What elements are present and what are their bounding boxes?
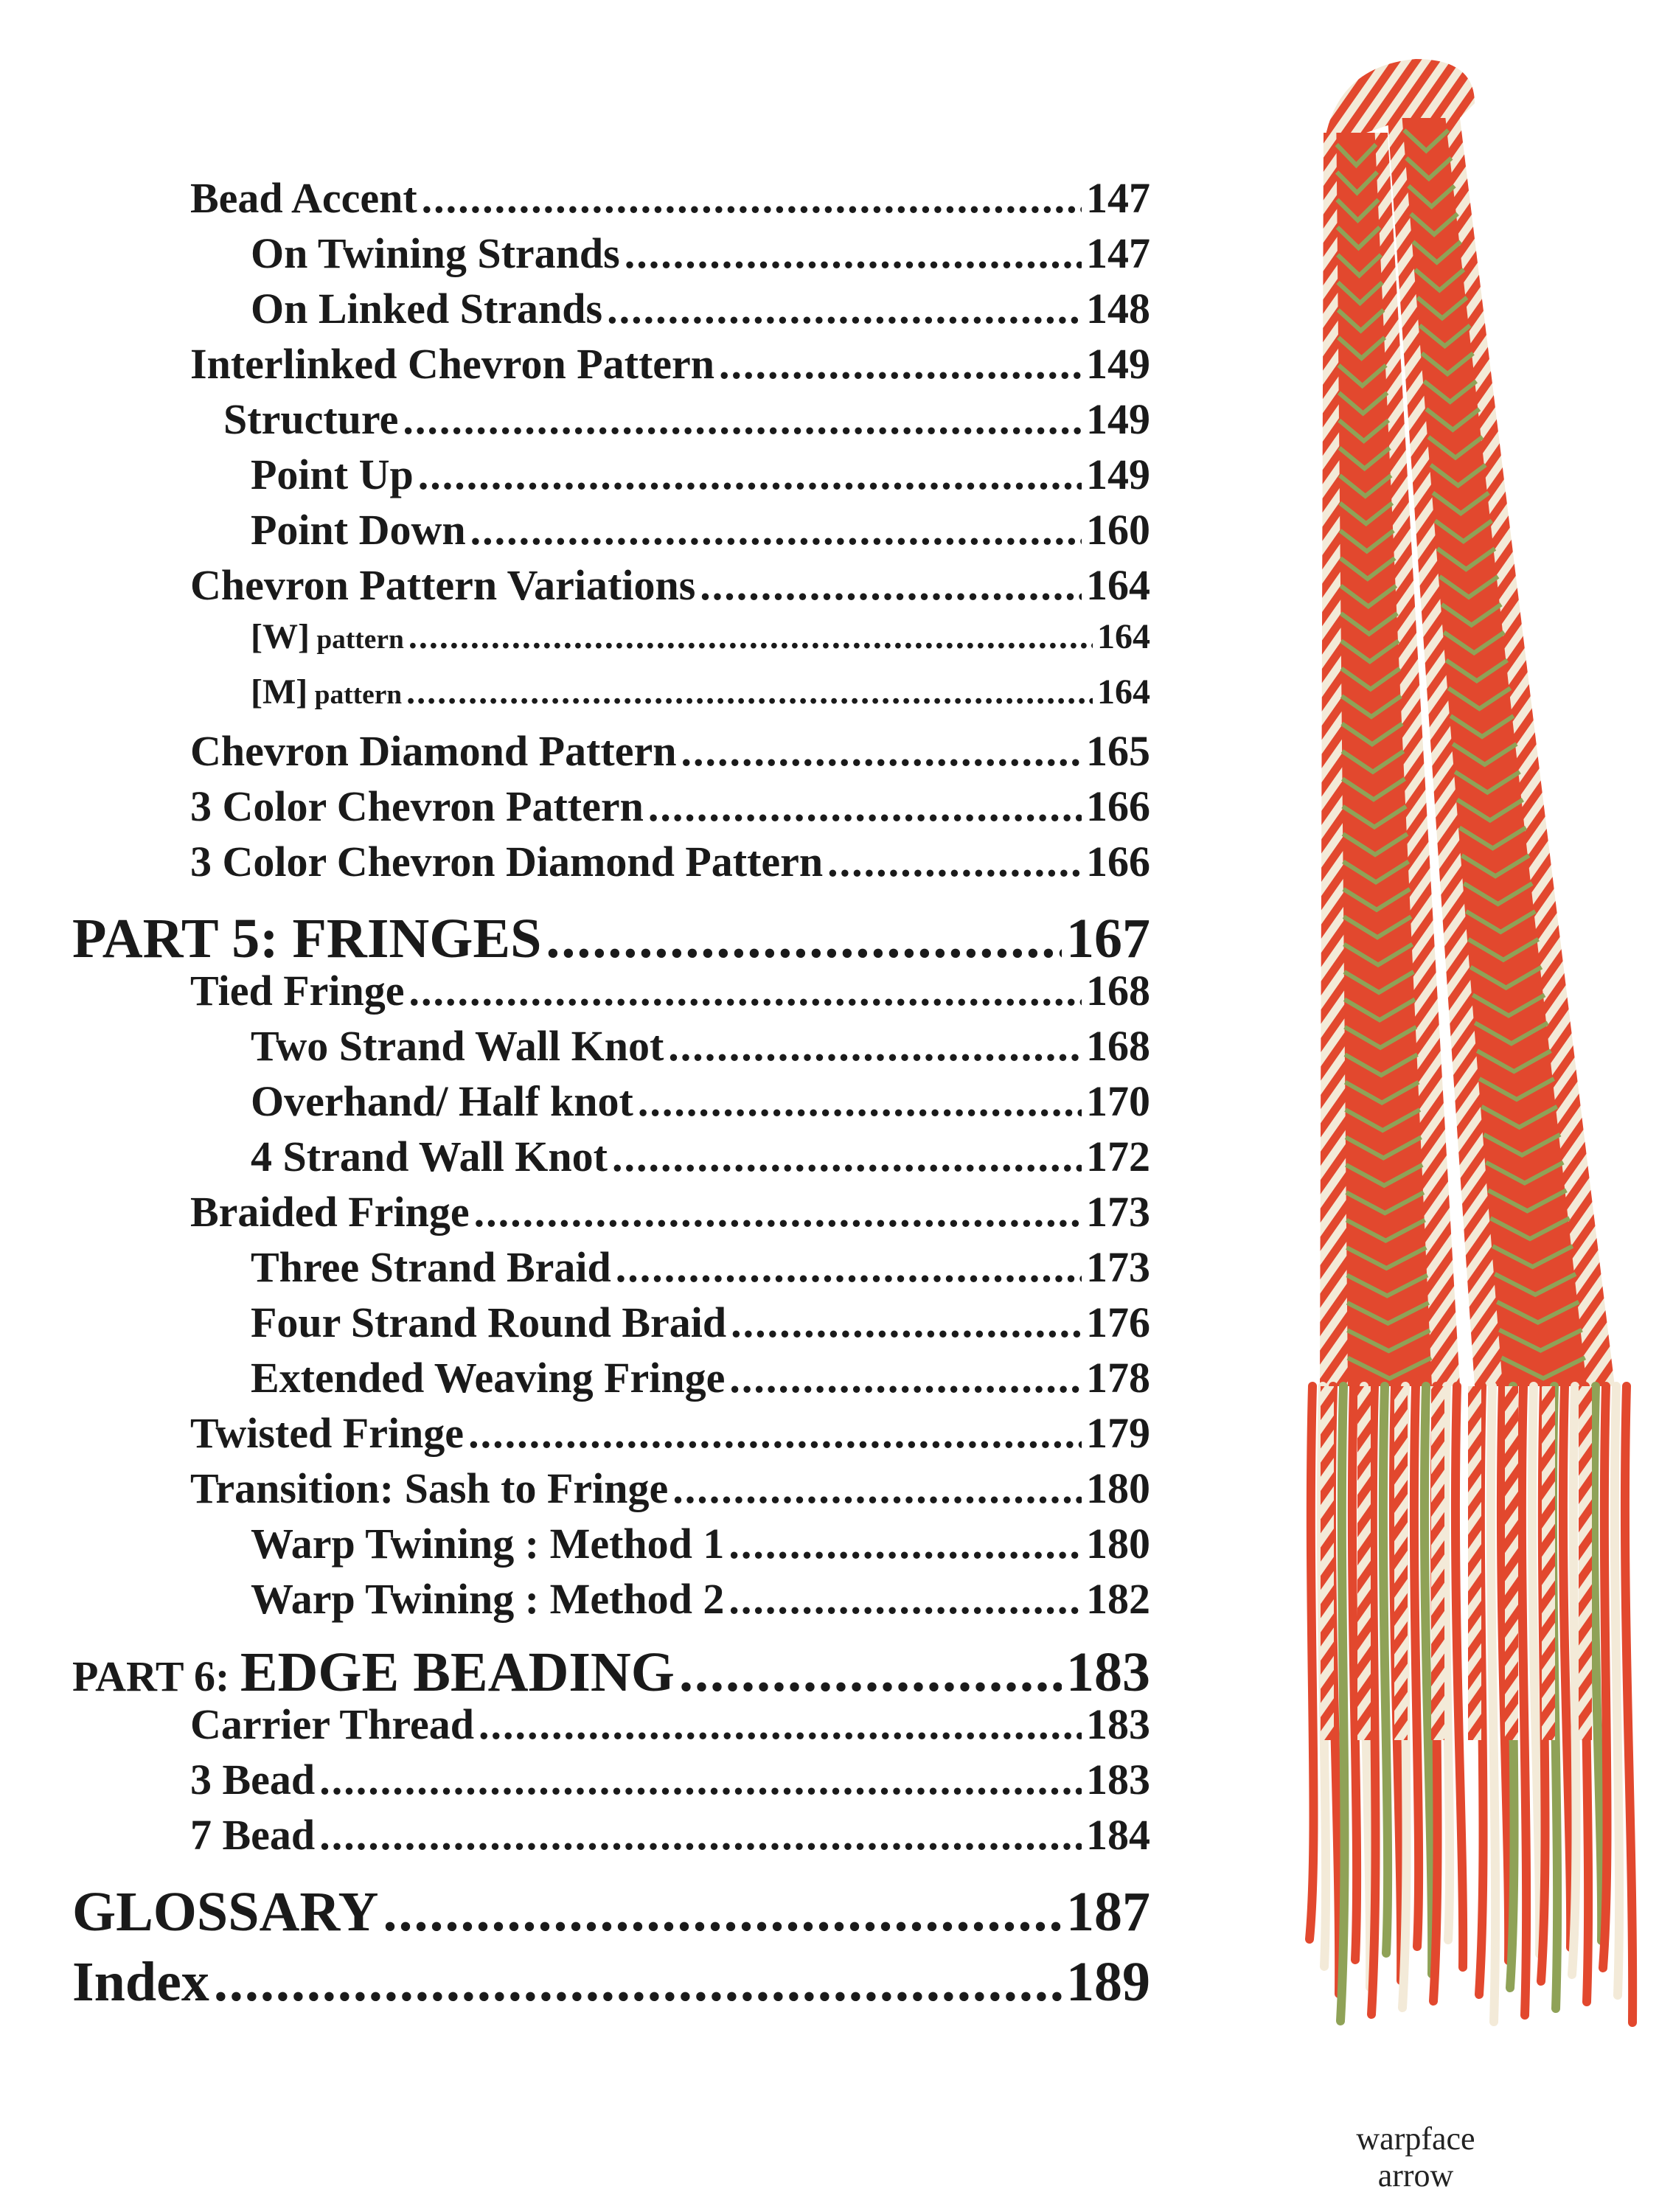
leader-dots [468,1412,1082,1455]
toc-page-number: 172 [1086,1133,1150,1180]
toc-entry [251,1520,1150,1568]
toc-title-text: Braided Fringe [190,1188,470,1236]
toc-title-text: Warp Twining : Method 1 [251,1520,725,1568]
toc-title-text: Twisted Fringe [190,1409,465,1457]
toc-page-number: 180 [1086,1520,1150,1568]
toc-entry [251,1077,1150,1125]
fringe-strand [1522,1386,1526,2015]
leader-dots [681,730,1082,773]
toc-entry-title [251,1077,633,1125]
toc-entry-title [251,1354,726,1402]
toc-entry-title [251,672,403,712]
fringe-strand [1455,1386,1463,1967]
toc-page-number: 189 [1066,1951,1150,2013]
toc-entry-title [190,1811,316,1859]
braided-cord [1357,1386,1371,1740]
toc-page-number: 148 [1086,285,1150,333]
leader-dots [474,1191,1082,1234]
fringe-strand [1491,1386,1495,2022]
toc-title-text: Carrier Thread [190,1700,475,1748]
toc-entry-title [251,1575,725,1623]
toc-page-number: 180 [1086,1464,1150,1512]
toc-entry-title [190,1188,470,1236]
toc-entry [251,229,1150,277]
toc-title-text: 3 Bead [190,1756,316,1804]
toc-title-text: GLOSSARY [72,1881,379,1943]
fringe-strand [1383,1386,1388,1953]
toc-title-text: Interlinked Chevron Pattern [190,340,715,388]
toc-title-text: Structure [223,395,399,443]
toc-page-number: 168 [1086,1022,1150,1070]
toc-title-text: Overhand/ Half knot [251,1077,633,1125]
toc-entry [190,967,1150,1015]
toc-page-number: 173 [1086,1243,1150,1291]
leader-dots [719,343,1082,386]
toc-entry [190,727,1150,775]
toc-page-number: 184 [1086,1811,1150,1859]
toc-page-number: 176 [1086,1298,1150,1346]
leader-dots [383,1884,1062,1940]
braided-cord [1394,1386,1408,1740]
toc-page-number: 149 [1086,451,1150,498]
leader-dots [616,1246,1082,1289]
toc-title-text: Warp Twining : Method 2 [251,1575,725,1623]
toc-title-text: Index [72,1951,209,2013]
toc-page-number: 147 [1086,174,1150,222]
toc-title-text: [M] [251,672,308,712]
toc-title-text: Extended Weaving Fringe [251,1354,726,1402]
toc-entry-title [251,1298,727,1346]
toc-entry [251,1354,1150,1402]
leader-dots [728,1578,1082,1621]
toc-entry [72,1881,1150,1943]
braided-cord [1579,1386,1592,1740]
toc-entry-title [251,285,603,333]
toc-entry-title [251,1520,725,1568]
toc-title-text: 4 Strand Wall Knot [251,1133,608,1180]
fringe-strand [1615,1386,1619,1995]
toc-entry-title [190,561,696,609]
leader-dots [319,1814,1082,1857]
toc-page-number: 179 [1086,1409,1150,1457]
toc-entry-title [72,908,542,970]
toc-entry-title [223,395,399,443]
toc-entry [251,1135,1150,1178]
toc-entry [72,1641,1150,1703]
toc-page-number: 183 [1086,1756,1150,1804]
toc-page-number: 164 [1097,617,1150,656]
toc-title-text: Chevron Diamond Pattern [190,727,677,775]
toc-page-number: 182 [1086,1575,1150,1623]
braided-cord [1505,1386,1518,1740]
leader-dots [409,970,1082,1012]
toc-page-number: 167 [1066,908,1150,970]
toc-title-text: Tied Fringe [190,967,405,1015]
toc-entry-title [72,1641,675,1703]
toc-entry-title [251,506,466,554]
toc-page-number: 166 [1086,838,1150,886]
leader-dots [403,398,1082,441]
toc-part-title: EDGE BEADING [240,1641,675,1703]
toc-title-text: Chevron Pattern Variations [190,561,696,609]
toc-entry-title [251,1243,611,1291]
toc-entry [223,395,1150,443]
toc-entry [251,1243,1150,1291]
toc-title-text: 3 Color Chevron Diamond Pattern [190,838,824,886]
toc-page-number: 160 [1086,506,1150,554]
leader-dots [418,453,1082,496]
caption-line-1: warpface [1356,2121,1475,2157]
sash-fringe [1310,1386,1632,2023]
toc-title-suffix: pattern [307,680,403,710]
fringe-strand [1340,1386,1345,2021]
toc-entry-title [190,1409,465,1457]
leader-dots [679,1644,1062,1700]
braided-cord [1468,1386,1481,1740]
toc-part-prefix: PART 6: [72,1652,240,1700]
fringe-strand [1625,1386,1632,2023]
toc-page-number: 173 [1086,1188,1150,1236]
leader-dots [319,1759,1082,1801]
toc-title-text: [W] [251,617,310,656]
toc-title-text: Point Up [251,451,414,498]
toc-entry [190,782,1150,830]
toc-title-text: Point Down [251,506,466,554]
leader-dots [625,232,1082,275]
leader-dots [700,564,1082,607]
leader-dots [479,1703,1082,1746]
toc-entry-title [251,229,620,277]
toc-entry [190,174,1150,222]
leader-dots [731,1301,1082,1344]
leader-dots [827,841,1082,883]
toc-entry [190,1409,1150,1457]
toc-title-text: On Twining Strands [251,229,620,277]
fringe-strand [1572,1386,1576,1975]
toc-entry [72,1951,1150,2013]
leader-dots [672,1467,1082,1510]
toc-title-text: Bead Accent [190,174,417,222]
leader-dots [408,619,1093,655]
toc-page-number: 147 [1086,229,1150,277]
toc-entry-title [190,174,417,222]
leader-dots [546,911,1062,967]
fringe-strand [1310,1386,1314,1939]
fringe-strand [1352,1386,1357,1960]
toc-entry-title [190,838,824,886]
toc-entry [190,1756,1150,1804]
toc-page-number: 187 [1066,1881,1150,1943]
sash-illustration [1194,59,1652,2146]
toc-title-text: On Linked Strands [251,285,603,333]
leader-dots [729,1357,1082,1399]
toc-entry-title [72,1951,209,2013]
toc-entry-title [190,967,405,1015]
toc-entry [190,838,1150,886]
toc-entry [251,1298,1150,1346]
leader-dots [648,785,1082,828]
toc-entry-title [190,1464,669,1512]
leader-dots [668,1025,1082,1068]
toc-page-number: 183 [1066,1641,1150,1703]
toc-page-number: 183 [1086,1700,1150,1748]
leader-dots [612,1135,1082,1178]
toc-page-number: 149 [1086,395,1150,443]
toc-page-number: 178 [1086,1354,1150,1402]
toc-entry [251,453,1150,496]
toc-page-number: 170 [1086,1077,1150,1125]
toc-entry-title [190,1700,475,1748]
leader-dots [638,1080,1082,1123]
toc-entry-title [190,727,677,775]
toc-entry-title [190,340,715,388]
toc-title-text: PART 5: FRINGES [72,908,542,970]
toc-entry [190,1464,1150,1512]
toc-entry [190,1700,1150,1748]
toc-title-text: Four Strand Round Braid [251,1298,727,1346]
toc-page-number: 164 [1086,561,1150,609]
leader-dots [214,1954,1062,2010]
toc-entry [251,672,1150,712]
toc-entry [190,340,1150,388]
braided-cord [1431,1386,1444,1740]
leader-dots [470,509,1082,552]
leader-dots [607,288,1082,330]
fringe-strand [1371,1386,1376,2014]
toc-entry [251,619,1150,655]
toc-title-text: 7 Bead [190,1811,316,1859]
caption-line-2: arrow [1377,2157,1454,2194]
toc-entry [190,1811,1150,1859]
toc-entry-title [251,1135,608,1178]
toc-title-text: Transition: Sash to Fringe [190,1464,669,1512]
sash-woven-body [1320,59,1615,1386]
toc-entry-title [72,1881,379,1943]
toc-entry [251,1022,1150,1070]
toc-entry-title [190,782,644,830]
toc-entry-title [251,619,404,655]
leader-dots [406,675,1093,710]
toc-page-number: 168 [1086,967,1150,1015]
leader-dots [728,1523,1082,1565]
fringe-strand [1445,1386,1450,1940]
leader-dots [422,177,1082,220]
toc-title-suffix: pattern [309,625,404,655]
toc-title-text: Three Strand Braid [251,1243,611,1291]
fringe-strand [1414,1386,1419,1947]
toc-entry-title [251,1022,664,1070]
toc-title-text: Two Strand Wall Knot [251,1022,664,1070]
toc-entry-title [190,1756,316,1804]
toc-page-number: 164 [1097,672,1150,712]
toc-page-number: 165 [1086,727,1150,775]
braided-cord [1542,1386,1555,1740]
toc-entry [190,1188,1150,1236]
toc-entry [251,285,1150,333]
fringe-strand [1603,1386,1607,1968]
toc-page-number: 149 [1086,340,1150,388]
toc-entry [251,1575,1150,1623]
toc-title-text: 3 Color Chevron Pattern [190,782,644,830]
braided-cord [1321,1386,1334,1740]
image-caption [1312,2121,1519,2194]
toc-entry [72,908,1150,970]
toc-entry [251,506,1150,554]
toc-entry-title [251,453,414,496]
toc-page-number: 166 [1086,782,1150,830]
toc-entry [190,561,1150,609]
